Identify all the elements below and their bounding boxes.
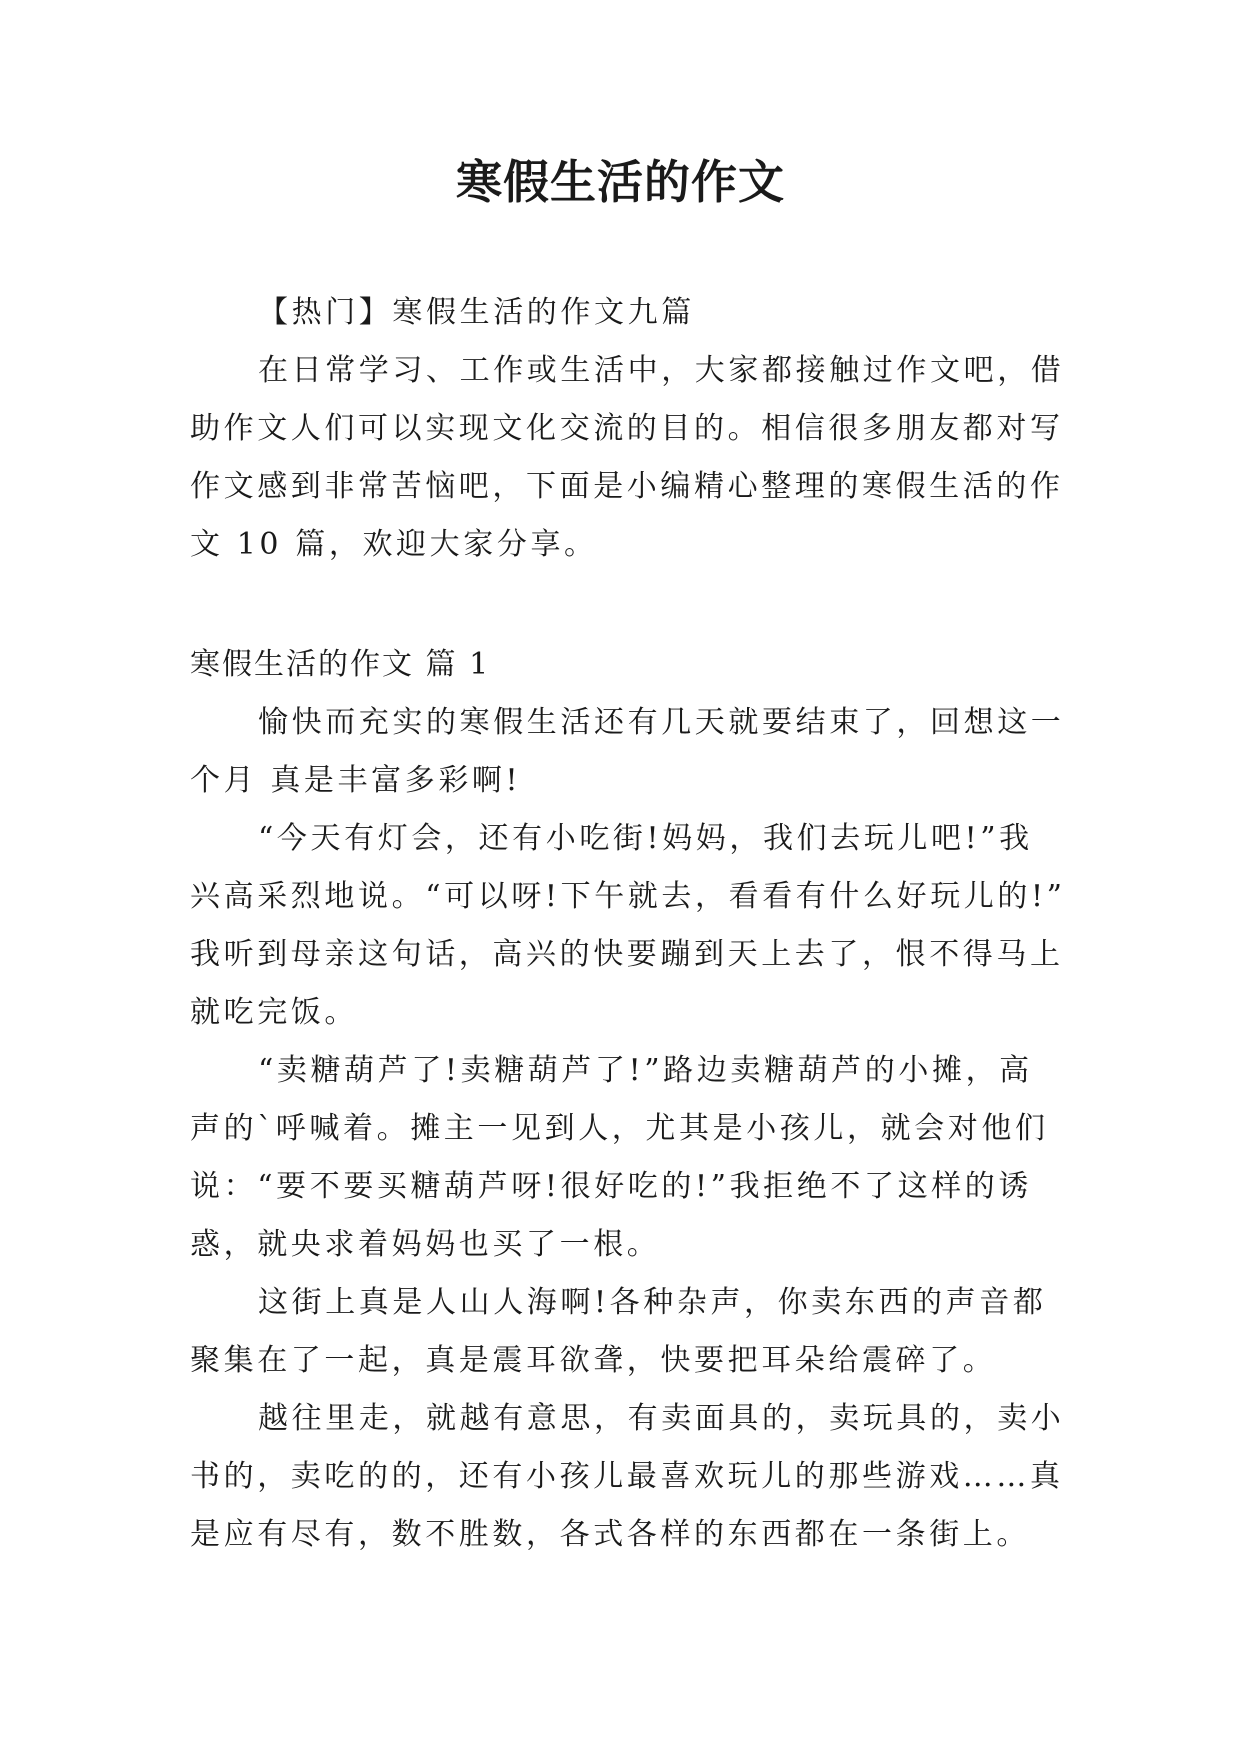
paragraph-line: 聚集在了一起，真是震耳欲聋，快要把耳朵给震碎了。 xyxy=(190,1343,997,1378)
paragraph-line: 作文感到非常苦恼吧，下面是小编精心整理的寒假生活的作 xyxy=(190,469,1064,504)
paragraph-line: 助作文人们可以实现文化交流的目的。相信很多朋友都对写 xyxy=(190,411,1064,446)
paragraph-line: 文 10 篇，欢迎大家分享。 xyxy=(190,527,598,562)
paragraph-line: 声的`呼喊着。摊主一见到人，尤其是小孩儿，就会对他们 xyxy=(190,1111,1049,1146)
paragraph-line: 在日常学习、工作或生活中，大家都接触过作文吧，借 xyxy=(258,353,1065,388)
document-body xyxy=(190,284,1066,1564)
section-gap xyxy=(190,574,1052,636)
paragraph-line: 书的，卖吃的的，还有小孩儿最喜欢玩儿的那些游戏……真 xyxy=(190,1459,1064,1494)
paragraph-line: 惑，就央求着妈妈也买了一根。 xyxy=(190,1227,661,1262)
paragraph-line: 这街上真是人山人海啊!各种杂声，你卖东西的声音都 xyxy=(258,1285,1047,1320)
paragraph-line: “今天有灯会，还有小吃街!妈妈，我们去玩儿吧!”我 xyxy=(258,821,1033,856)
paragraph-line: 越往里走，就越有意思，有卖面具的，卖玩具的，卖小 xyxy=(258,1401,1065,1436)
intro-line: 【热门】寒假生活的作文九篇 xyxy=(258,295,695,330)
paragraph-line: 说：“要不要买糖葫芦呀!很好吃的!”我拒绝不了这样的诱 xyxy=(190,1169,1032,1204)
section-heading: 寒假生活的作文 篇 1 xyxy=(190,647,491,682)
paragraph-line: 就吃完饭。 xyxy=(190,995,358,1030)
paragraph-line: 愉快而充实的寒假生活还有几天就要结束了，回想这一 xyxy=(258,705,1065,740)
paragraph-line: 兴高采烈地说。“可以呀!下午就去，看看有什么好玩儿的!” xyxy=(190,879,1066,914)
paragraph-line: “卖糖葫芦了!卖糖葫芦了!”路边卖糖葫芦的小摊，高 xyxy=(258,1053,1033,1088)
paragraph-line: 我听到母亲这句话，高兴的快要蹦到天上去了，恨不得马上 xyxy=(190,937,1064,972)
paragraph-line: 个月 真是丰富多彩啊! xyxy=(190,763,522,798)
paragraph-line: 是应有尽有，数不胜数，各式各样的东西都在一条街上。 xyxy=(190,1517,1030,1552)
document-title: 寒假生活的作文 xyxy=(456,155,785,209)
